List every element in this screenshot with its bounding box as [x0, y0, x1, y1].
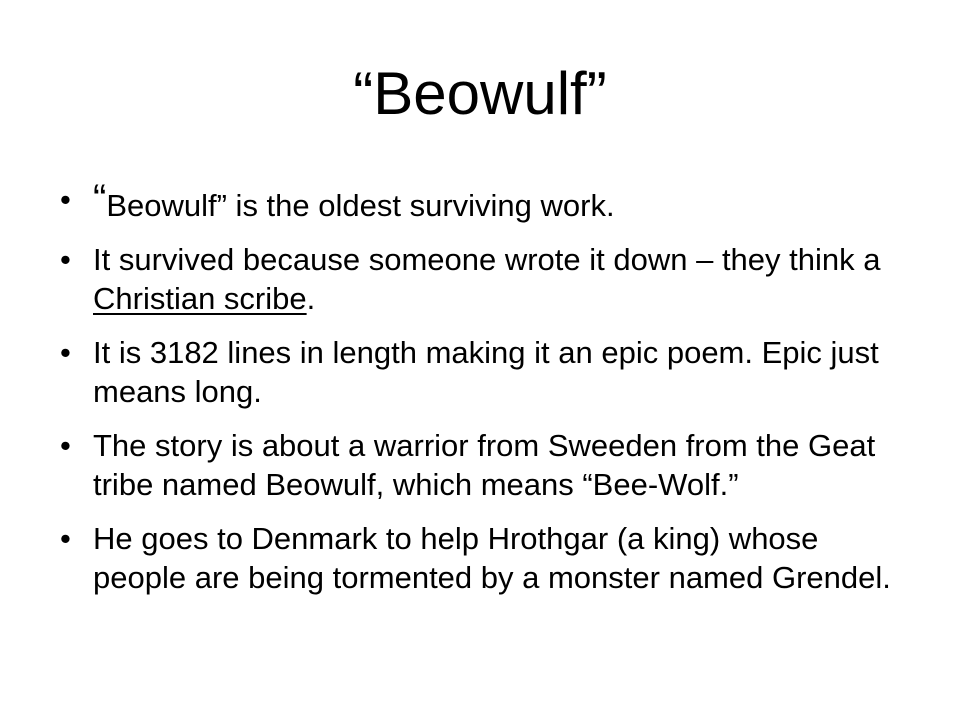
bullet-text-end: . — [306, 281, 316, 316]
open-quote: “ — [93, 177, 107, 221]
bullet-icon: • — [60, 335, 71, 370]
bullet-icon: • — [60, 428, 71, 463]
bullet-text: Beowulf” is the oldest surviving work. — [106, 188, 615, 223]
bullet-item — [0, 177, 960, 225]
bullet-item — [0, 519, 960, 597]
bullet-list — [0, 177, 960, 612]
bullet-text: The story is about a warrior from Sweeden from the Geat tribe named Beowulf, which means “Bee-Wolf.” — [93, 428, 876, 502]
underlined-term: Christian scribe — [93, 281, 307, 316]
bullet-icon: • — [60, 182, 71, 217]
bullet-text: It survived because someone wrote it down – they think a — [93, 242, 881, 277]
bullet-icon: • — [60, 521, 71, 556]
bullet-item — [0, 333, 960, 411]
slide-title: “Beowulf” — [353, 60, 607, 127]
bullet-item — [0, 426, 960, 504]
bullet-icon: • — [60, 242, 71, 277]
bullet-text: He goes to Denmark to help Hrothgar (a king) whose people are being tormented by a monster named Grendel. — [93, 521, 891, 595]
bullet-item — [0, 240, 960, 318]
bullet-text: It is 3182 lines in length making it an epic poem. Epic just means long. — [93, 335, 879, 409]
